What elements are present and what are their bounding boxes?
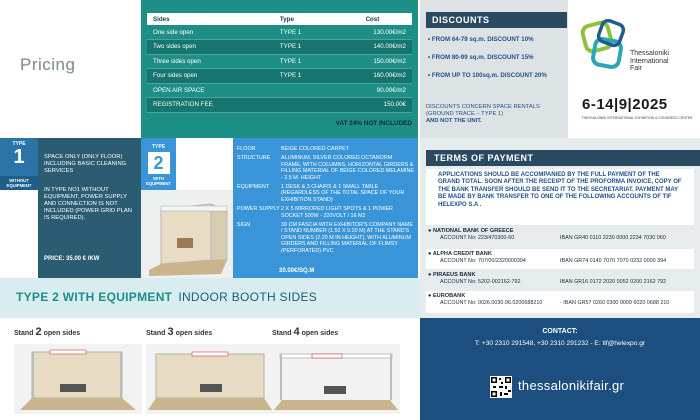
discounts-header: DISCOUNTS	[426, 12, 567, 28]
booth-photo	[141, 190, 233, 278]
bank-entry	[426, 228, 694, 241]
pricing-header-row	[147, 13, 412, 25]
bank-name: ● PIRAEUS BANK	[428, 272, 476, 278]
table-row	[147, 69, 412, 84]
stand-3-illustration-icon	[146, 344, 274, 414]
header-sides: Sides	[147, 13, 274, 25]
spec-row	[237, 146, 414, 152]
stand-prefix: Stand	[14, 330, 34, 337]
row-type: TYPE 1	[274, 25, 333, 40]
fair-logo-icon	[580, 18, 628, 72]
fair-name-line: Fair	[630, 65, 643, 72]
type2-badge	[141, 138, 176, 190]
terms-panel	[420, 138, 700, 318]
type1-label: TYPE	[12, 141, 26, 147]
stand-number: 2	[35, 326, 42, 338]
discount-item: • FROM 80-99 sq.m. DISCOUNT 15%	[428, 54, 534, 61]
bank-account: ACCOUNT No: 5202-002162-792	[440, 279, 521, 285]
stand-prefix: Stand	[272, 330, 292, 337]
bank-name-text: PIRAEUS BANK	[432, 272, 476, 278]
bank-name: ● NATIONAL BANK OF GREECE	[428, 228, 514, 234]
stand-card	[146, 326, 274, 414]
fair-name-line: International	[630, 57, 669, 65]
bank-name-text: ALPHA CREDIT BANK	[432, 251, 492, 257]
banner-light: INDOOR BOOTH SIDES	[178, 290, 318, 304]
row-cost: 150.00€/m2	[333, 54, 412, 69]
pricing-panel	[141, 0, 418, 138]
discount-item-text: FROM UP TO 100sq.m. DISCOUNT 20%	[431, 72, 547, 79]
stand-suffix: open sides	[43, 330, 81, 337]
spec-row	[237, 184, 414, 203]
spec-value: ALUMINUM, SILVER COLORED OCTANORM FRAME, WITH COLUMNS, HORIZONTAL GIRDERS & FILLING MATERIAL OF BEIGE COLORED MELAMINE - 2.5 M. HEIGHT	[281, 155, 414, 181]
bank-entry	[426, 291, 694, 313]
discount-note-bold: AND NOT THE UNIT.	[426, 118, 482, 124]
contact-panel	[420, 318, 700, 420]
stand-number: 4	[293, 326, 300, 338]
spec-row	[237, 206, 414, 219]
table-row	[147, 83, 412, 98]
bank-iban: IBAN GR40 0110 2230 0000 2234 7030 060	[560, 235, 666, 241]
row-sides: Two sides open	[147, 40, 274, 55]
bank-entry	[426, 272, 694, 285]
terms-header: TERMS OF PAYMENT	[426, 150, 700, 166]
spec-value: 30 CM FASCIA WITH EXHIBITOR'S COMPANY NAME / STAND NUMBER (1.52 X 0.20 M) AT THE STAND'S OPEN SIDES (2.20 M IN HEIGHT), WITH ALUMINUM GIRDERS AND FILLING MATERIAL OF FLIMSY (PERFORATED) PVC	[281, 222, 413, 254]
spec-key: STRUCTURE	[237, 155, 271, 162]
discount-item-text: FROM 80-99 sq.m. DISCOUNT 15%	[431, 54, 534, 61]
spec-row	[237, 222, 414, 254]
discount-item-text: FROM 64-79 sq.m. DISCOUNT 10%	[431, 36, 534, 43]
bank-name: ● ALPHA CREDIT BANK	[428, 251, 492, 257]
stand-card	[272, 326, 400, 414]
bank-account: ACCOUNT No: 707/00/2320000394	[440, 258, 526, 264]
type2-number: 2	[148, 152, 170, 174]
table-row	[147, 54, 412, 69]
row-type: TYPE 1	[274, 40, 333, 55]
type1-number: 1	[13, 146, 25, 168]
pricing-table	[147, 13, 412, 113]
row-sides: OPEN AIR SPACE	[147, 83, 274, 98]
type2-price: 30.00€/SQ.M	[279, 268, 315, 274]
type1-foot: WITHOUT EQUIPMENT	[0, 176, 38, 190]
banner-text	[16, 290, 317, 304]
stand-number: 3	[167, 326, 174, 338]
row-cost: 140.00€/m2	[333, 40, 412, 55]
row-cost: 130.00€/m2	[333, 25, 412, 40]
fair-name-line: Thessaloniki	[630, 50, 669, 57]
row-type: TYPE 1	[274, 54, 333, 69]
row-cost: 150.00€	[333, 98, 412, 113]
spec-key: POWER SUPPLY	[237, 206, 280, 213]
type1-desc-note: IN TYPE NO1 WITHOUT EQUIPMENT, POWER SUPPLY AND CONNECTION IS NOT INCLUDED (POWER GRID PLAN IS REQUIRED).	[44, 187, 132, 221]
row-cost: 160.00€/m2	[333, 69, 412, 84]
stand-suffix: open sides	[175, 330, 213, 337]
row-type: TYPE 1	[274, 69, 333, 84]
stand-label	[146, 326, 212, 338]
discount-item: • FROM 64-79 sq.m. DISCOUNT 10%	[428, 36, 534, 43]
page-title: Pricing	[20, 55, 76, 74]
contact-details: T: +30 2310 291548, +30 2310 291232 - E: tif@helexpo.gr	[474, 340, 646, 347]
stand-card	[14, 326, 142, 414]
discounts-panel	[420, 0, 568, 138]
row-sides: Four sides open	[147, 69, 274, 84]
discount-note	[426, 104, 566, 125]
spec-value: BEIGE COLORED CARPET	[281, 146, 349, 152]
type2-specs	[233, 138, 418, 278]
row-sides: One side open	[147, 25, 274, 40]
row-type	[274, 98, 333, 113]
spec-key: FLOOR	[237, 146, 256, 152]
spec-value: 2 X 5 MIRRORED LIGHT SPOTS & 1 POWER SOCKET 500W - 220VOLT / 16 M2	[281, 206, 393, 219]
bank-account: ACCOUNT No: 0026.0030.96.0200688210	[440, 300, 543, 306]
bank-iban: IBAN GR16 0172 2020 0052 0200 2162 792	[560, 279, 667, 285]
logo-area	[568, 0, 700, 138]
stand-prefix: Stand	[146, 330, 166, 337]
stand-4-illustration-icon	[272, 344, 400, 414]
type1-price: PRICE: 35.00 € /KW	[44, 256, 100, 262]
row-type	[274, 83, 333, 98]
type2-foot: WITH EQUIPMENT	[146, 176, 171, 186]
row-cost: 90.00€/m2	[333, 83, 412, 98]
spec-key: SIGN	[237, 222, 251, 229]
type1-description	[38, 138, 141, 278]
discount-item: • FROM UP TO 100sq.m. DISCOUNT 20%	[428, 72, 547, 79]
bank-name-text: EUROBANK	[432, 293, 466, 299]
row-sides: Three sides open	[147, 54, 274, 69]
header-type: Type	[274, 13, 333, 25]
equipment-banner	[0, 278, 420, 318]
type1-desc-main: SPACE ONLY (ONLY FLOOR) INCLUDING BASIC CLEANING SERVICES	[44, 154, 127, 174]
fair-dates: 6-14|9|2025	[582, 96, 668, 113]
row-sides: REGISTRATION FEE	[147, 98, 274, 113]
spec-value: 1 DESK & 3 CHAIRS & 1 SMALL TABLE (REGARDLESS OF THE TOTAL SPACE OF YOUR EXHIBITION STAND)	[281, 184, 405, 203]
type2-label: TYPE	[151, 144, 166, 150]
spec-key: EQUIPMENT	[237, 184, 270, 191]
stand-suffix: open sides	[301, 330, 339, 337]
contact-title: CONTACT:	[542, 328, 578, 335]
bank-name: ● EUROBANK	[428, 293, 466, 299]
banner-bold: TYPE 2 WITH EQUIPMENT	[16, 290, 173, 304]
stand-2-illustration-icon	[14, 344, 142, 414]
header-cost: Cost	[333, 13, 412, 25]
stand-label	[14, 326, 80, 338]
qr-code-icon[interactable]	[490, 376, 512, 398]
table-row	[147, 40, 412, 55]
fair-subtitle: THESSALONIKI INTERNATIONAL EXHIBITION & CONGRESS CENTER	[581, 116, 693, 120]
spec-row	[237, 155, 414, 181]
discount-note-text: DISCOUNTS CONCERN SPACE RENTALS (GROUND TRACE – TYPE 1)	[426, 104, 540, 117]
bank-iban: - IBAN GR57 0260 0300 0009 6020 0688 210	[560, 300, 670, 306]
terms-text: APPLICATIONS SHOULD BE ACCOMPANIED BY THE FULL PAYMENT OF THE GRAND TOTAL. SOON AFTER THE RECEIPT OF THE PROFORMA INVOICE, COPY OF THE BANK TRANSFER SHOULD BE SEND IT TO THE SECRETARIAT. PAYMENT MAY BE MADE BY BANK TRANSFER TO ONE OF THE FOLLOWING ACCOUNTS OF TIF HELEXPO S.A .	[426, 169, 694, 225]
website-link[interactable]: thessalonikifair.gr	[518, 378, 625, 393]
vat-note: VAT 24% NOT INCLUDED	[335, 120, 412, 127]
bank-account: ACCOUNT No: 223/470300-60	[440, 235, 515, 241]
bank-name-text: NATIONAL BANK OF GREECE	[432, 228, 514, 234]
bank-entry	[426, 249, 694, 269]
stand-label	[272, 326, 338, 338]
fair-name	[630, 50, 669, 73]
booth-illustration-icon	[141, 190, 233, 278]
table-row	[147, 98, 412, 113]
bank-iban: IBAN GR74 0140 7070 7070 0232 0000 394	[560, 258, 667, 264]
table-row	[147, 25, 412, 40]
